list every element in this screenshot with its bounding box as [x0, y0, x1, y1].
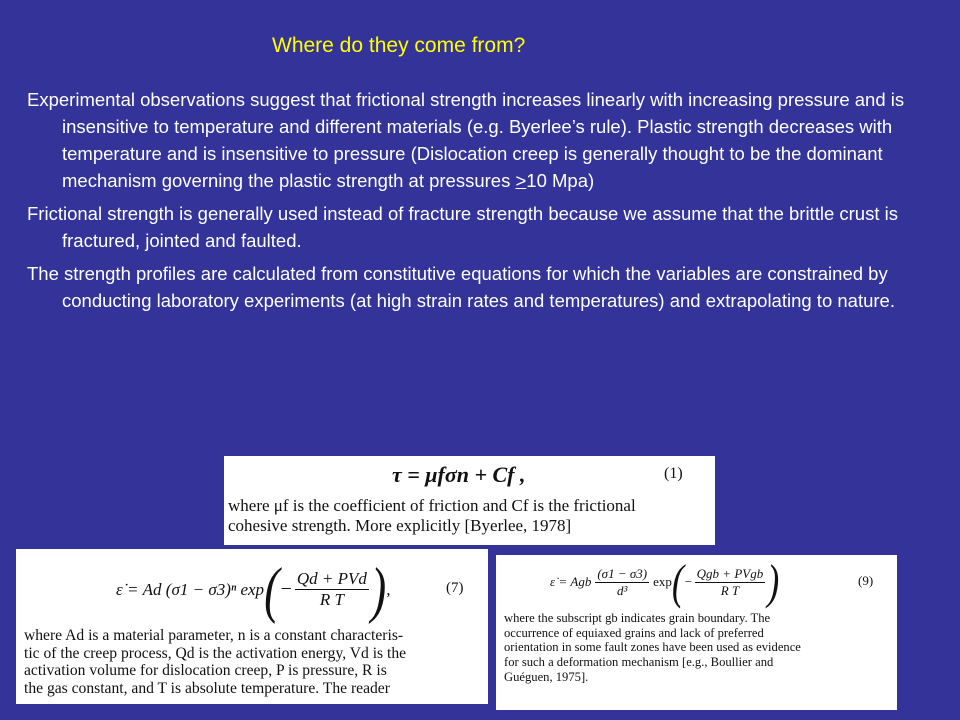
greater-equal-symbol: > — [515, 170, 527, 191]
gb-description-line: orientation in some fault zones have been used as evidence — [504, 640, 801, 655]
equation-grain-boundary-scan — [496, 555, 897, 710]
creep-description-line: the gas constant, and T is absolute temperature. The reader — [24, 679, 390, 697]
friction-description — [228, 496, 636, 536]
creep-description-line: activation volume for dislocation creep, P is pressure, R is — [24, 662, 387, 680]
gb-description-line: where the subscript gb indicates grain boundary. The — [504, 611, 771, 625]
left-paren: ( — [264, 555, 280, 624]
gb-energy-numerator: Qgb + PVgb — [696, 565, 764, 581]
paragraph-frictional-strength: Frictional strength is generally used instead of fracture strength because we assume that the brittle crust is fractured, jointed and faulted. — [27, 203, 898, 251]
equation-dislocation-creep-scan — [16, 549, 488, 704]
gb-description-line: for such a deformation mechanism [e.g., Boullier and — [504, 655, 774, 670]
paragraph-strength-profiles: The strength profiles are calculated from constitutive equations for which the variables are constrained by conducting laboratory experiments (at high strain rates and temperatures) and extrapolating to nature. — [27, 263, 895, 311]
gb-stress-numerator: (σ1 − σ3) — [597, 565, 648, 581]
creep-fraction-denominator: R T — [319, 590, 344, 609]
creep-description — [24, 627, 406, 697]
gb-energy-denominator: R T — [720, 582, 740, 598]
creep-fraction — [295, 569, 369, 610]
right-paren: ) — [767, 555, 780, 609]
slide-title: Where do they come from? — [272, 34, 526, 57]
creep-description-line: tic of the creep process, Qd is the activation energy, Vd is the — [24, 644, 407, 662]
friction-equation: τ = μfσn + Cf , — [392, 462, 526, 487]
gb-stress-denominator: d³ — [617, 582, 628, 598]
gb-stress-fraction — [595, 566, 649, 599]
gb-description-line: occurrence of equiaxed grains and lack of preferred — [504, 625, 764, 640]
equation-number: (7) — [446, 580, 464, 596]
right-paren: ) — [370, 555, 387, 624]
left-paren: ( — [671, 555, 684, 609]
equation-number: (1) — [664, 465, 683, 482]
creep-equation-lhs: ε̇ = Ad (σ1 − σ3)ⁿ exp — [116, 579, 265, 599]
equation-friction-scan — [224, 456, 715, 545]
gb-description — [504, 611, 801, 685]
gb-description-line: Guéguen, 1975]. — [504, 669, 589, 684]
equation-number: (9) — [858, 573, 874, 588]
slide-body — [27, 86, 927, 320]
gb-energy-fraction — [695, 566, 766, 599]
friction-description-line: cohesive strength. More explicitly [Byerlee, 1978] — [228, 516, 572, 535]
friction-description-line: where μf is the coefficient of friction and Cf is the frictional — [228, 496, 636, 515]
grain-boundary-equation: ε̇ = Agb $\frac{(\sigma 1 - \sigma 3)}{\text{d³}}$ exp ( − $\frac{\text{Qgb + PVgb}}{\text{R T}}$ ) — [550, 555, 780, 609]
creep-description-line: where Ad is a material parameter, n is a constant characteris- — [24, 627, 404, 644]
creep-equation: ε̇ = Ad (σ1 − σ3)ⁿ exp ( − $\frac{\text{Qd + PVd}}{\text{R T}}$ ) , — [116, 555, 391, 624]
creep-fraction-numerator: Qd + PVd — [296, 569, 367, 588]
paragraph-byerlee-text: Experimental observations suggest that frictional strength increases linearly with increasing pressure and is insensitive to temperature and different materials (e.g. Byerlee’s rule). Plastic strength decreases with temperature and is insensitive to pressure (Dislocation creep is generally thought to be the dominant mechanism governing the plastic strength at pressures — [27, 89, 905, 191]
gb-equation-lhs: ε̇ = Agb — [550, 574, 592, 589]
paragraph-byerlee — [27, 86, 927, 194]
exp-label: exp — [653, 574, 672, 589]
paragraph-byerlee-end: 10 Mpa) — [526, 170, 595, 191]
